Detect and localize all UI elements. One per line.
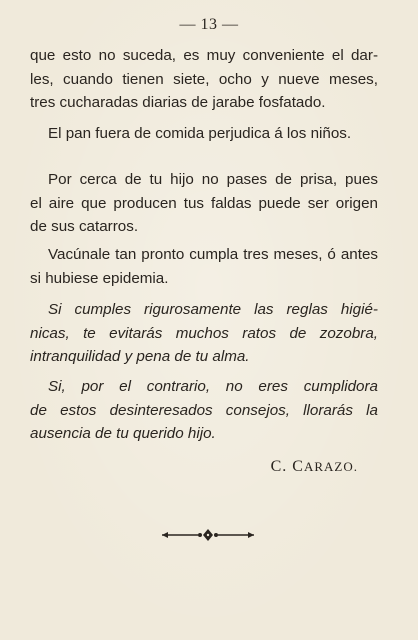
paragraph-5 bbox=[30, 298, 378, 369]
text-line: tres cucharadas diarias de jarabe fosfatado. bbox=[30, 94, 326, 111]
paragraph-3 bbox=[30, 168, 378, 239]
signature-initial: C. C bbox=[270, 458, 304, 475]
text-line: de estos desinteresados consejos, llorarás la bbox=[30, 401, 378, 419]
text-line: nicas, te evitarás muchos ratos de zozobra, bbox=[30, 324, 378, 342]
signature-surname: ARAZO. bbox=[303, 459, 358, 474]
text-line: Vacúnale tan pronto cumpla tres meses, ó antes bbox=[48, 246, 378, 263]
text-line: que esto no suceda, es muy conveniente el dar- bbox=[30, 47, 378, 64]
paragraph-1 bbox=[30, 44, 378, 115]
text-line: si hubiese epidemia. bbox=[30, 269, 169, 287]
author-signature bbox=[271, 458, 358, 476]
page-number: — 13 — bbox=[179, 16, 239, 33]
text-line: El pan fuera de comida perjudica á los niños. bbox=[48, 125, 352, 142]
paragraph-6 bbox=[30, 375, 378, 446]
paragraph-2 bbox=[30, 122, 378, 146]
text-line: el aire que producen tus faldas puede ser origen bbox=[30, 194, 378, 212]
text-line: Si cumples rigurosamente las reglas higié- bbox=[48, 301, 378, 318]
text-line: Por cerca de tu hijo no pases de prisa, pues bbox=[48, 171, 378, 188]
text-line: intranquilidad y pena de tu alma. bbox=[30, 348, 250, 365]
text-line: ausencia de tu querido hijo. bbox=[30, 425, 216, 442]
text-line: de sus catarros. bbox=[30, 218, 139, 235]
paragraph-4 bbox=[30, 243, 378, 290]
text-line: Si, por el contrario, no eres cumplidora bbox=[48, 378, 378, 395]
ornament-divider-icon bbox=[160, 525, 256, 545]
text-line: les, cuando tienen siete, ocho y nueve meses, bbox=[30, 70, 378, 88]
